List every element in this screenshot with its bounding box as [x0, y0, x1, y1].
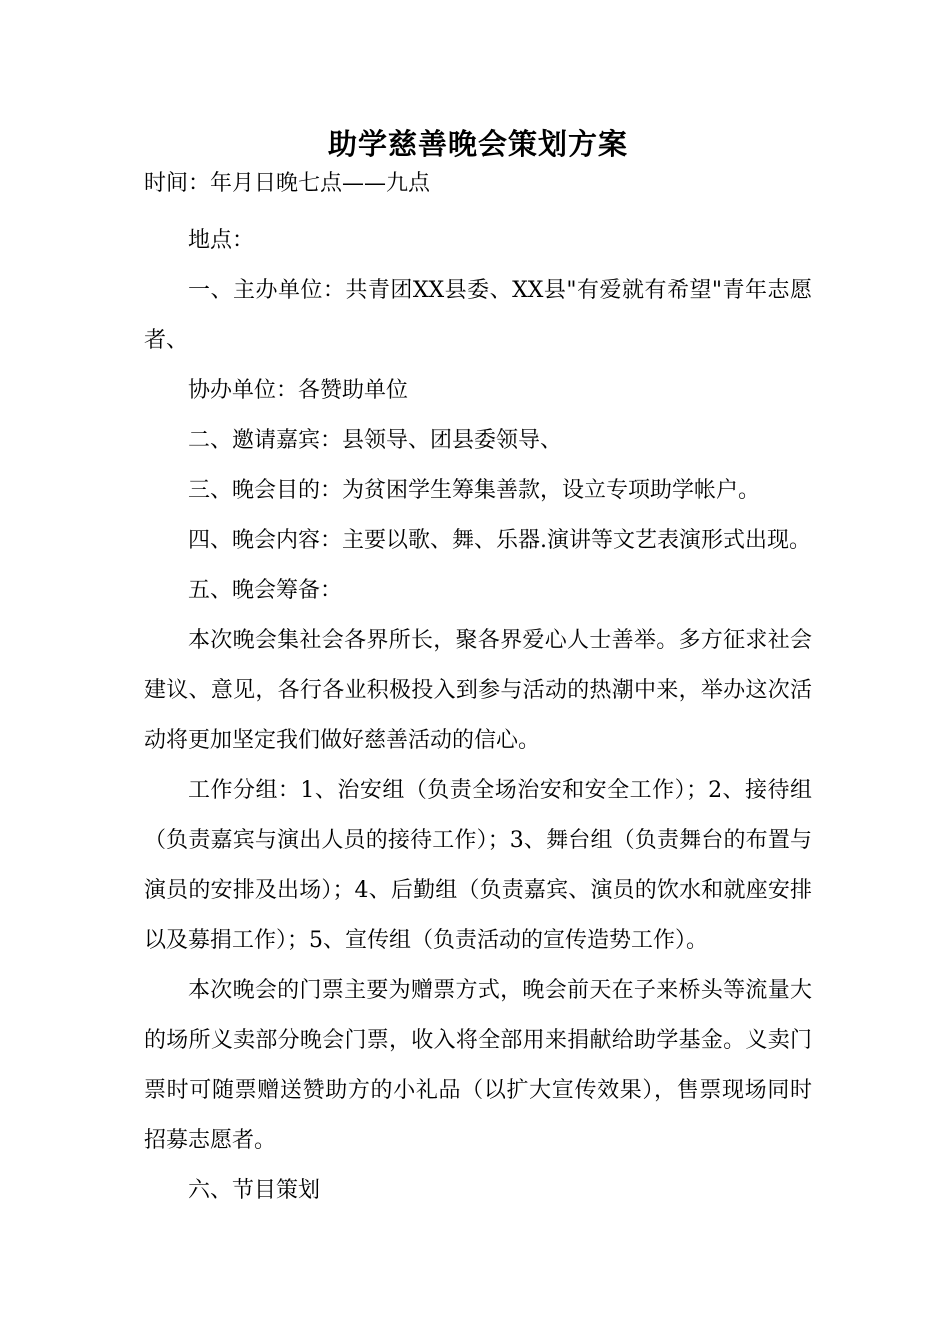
paragraph-preparation-heading: 五、晚会筹备： [188, 578, 343, 603]
paragraph-work-groups: 工作分组：1、治安组（负责全场治安和安全工作）；2、接待组（负责嘉宾与演出人员的接待工作）；3、舞台组（负责舞台的布置与演员的安排及出场）；4、后勤组（负责嘉宾、演员的饮水和就座安排以及募捐工作）；5、宣传组（负责活动的宣传造势工作）。 [144, 778, 812, 953]
paragraph-purpose: 三、晚会目的：为贫困学生筹集善款，设立专项助学帐户。 [188, 478, 761, 503]
paragraph-program-heading: 六、节目策划 [188, 1178, 321, 1203]
paragraph-content: 四、晚会内容：主要以歌、舞、乐器.演讲等文艺表演形式出现。 [188, 528, 811, 553]
document-body [144, 216, 812, 1216]
paragraph-co-organizer: 协办单位：各赞助单位 [188, 378, 409, 403]
paragraph-guests: 二、邀请嘉宾：县领导、团县委领导、 [188, 428, 563, 453]
document-title: 助学慈善晚会策划方案 [327, 127, 628, 161]
paragraph-organizer: 一、主办单位：共青团XX县委、XX县"有爱就有希望"青年志愿者、 [144, 278, 812, 353]
event-time: 时间：年月日晚七点——九点 [144, 171, 431, 196]
paragraph-venue: 地点： [188, 228, 255, 253]
paragraph-tickets: 本次晚会的门票主要为赠票方式，晚会前天在子来桥头等流量大的场所义卖部分晚会门票，收入将全部用来捐献给助学基金。义卖门票时可随票赠送赞助方的小礼品（以扩大宣传效果），售票现场同时招募志愿者。 [144, 978, 812, 1153]
paragraph-preparation: 本次晚会集社会各界所长，聚各界爱心人士善举。多方征求社会建议、意见，各行各业积极投入到参与活动的热潮中来，举办这次活动将更加坚定我们做好慈善活动的信心。 [144, 628, 812, 753]
